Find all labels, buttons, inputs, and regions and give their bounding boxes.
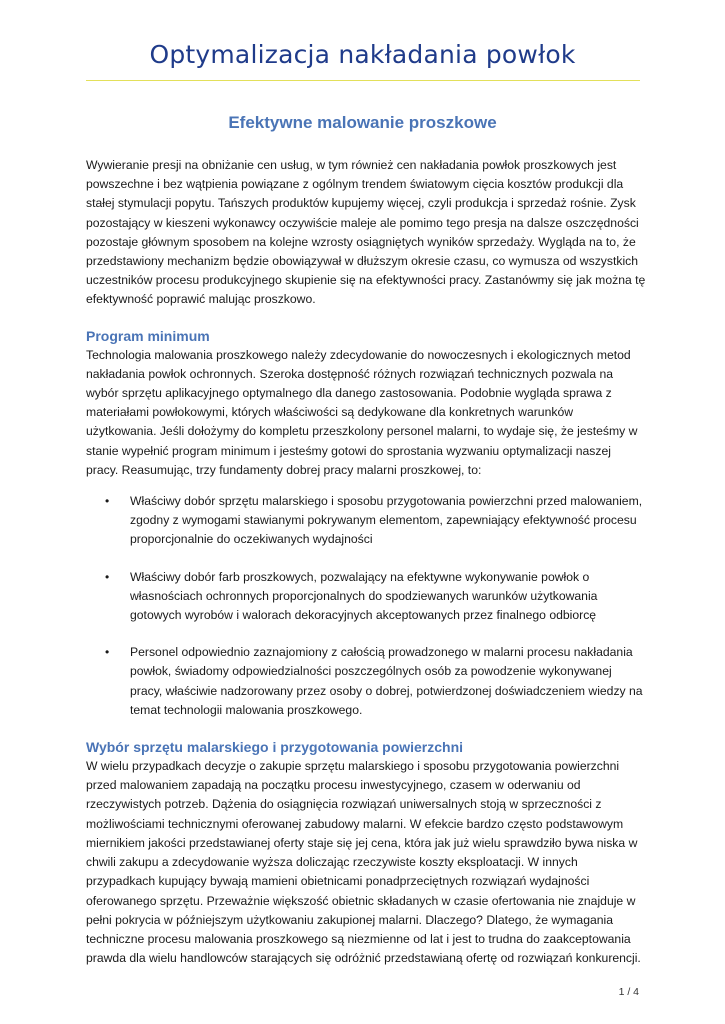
list-item — [86, 492, 646, 550]
title-underline — [86, 80, 640, 81]
list-item-text: Właściwy dobór sprzętu malarskiego i sposobu przygotowania powierzchni przed malowaniem, zgodny z wymogami stawianymi pokrywanym elementom, zapewniający efektywność procesu proporcjonalnie do oczekiwanych wydajności — [130, 494, 643, 547]
list-item-text: Właściwy dobór farb proszkowych, pozwalający na efektywne wykonywanie powłok o własnościach ochronnych proporcjonalnych do spodziewanych warunków użytkowania gotowych wyrobów i walorach dekoracyjnych akceptowanych przez finalnego odbiorcę — [130, 569, 598, 623]
page-number: 1 / 4 — [618, 986, 639, 998]
list-item — [86, 568, 646, 626]
document-body — [86, 156, 646, 968]
section-heading-program-minimum: Program minimum — [86, 327, 210, 344]
section-heading-equipment-selection: Wybór sprzętu malarskiego i przygotowania powierzchni — [86, 739, 464, 756]
bullet-icon: • — [105, 569, 110, 584]
list-item-text: Personel odpowiednio zaznajomiony z całością prowadzonego w malarni procesu nakładania powłok, świadomy odpowiedzialności poszczególnych osób za powodzenie wykonywanej pracy, właściwie nadzorowany przez osoby o dobrej, potwierdzonej doświadczeniem wiedzy na temat technologii malowania proszkowego. — [130, 645, 643, 717]
section-equipment-selection-paragraph: W wielu przypadkach decyzje o zakupie sprzętu malarskiego i sposobu przygotowania powierzchni przed malowaniem zapadają na początku procesu inwestycyjnego, czasem w oderwaniu od rzeczywistych potrzeb. Dążenia do osiągnięcia rozwiązań uniwersalnych stoją w sprzeczności z możliwościami technicznymi oferowanej zabudowy malarni. W efekcie bardzo często podstawowym miernikiem jakości przedstawianej oferty staje się jej cena, która jak już wielu sprawdziło bywa niska w chwili zakupu a zdecydowanie wyższa doliczając rzeczywiste koszty eksploatacji. W innych przypadkach kupujący bywają mamieni obietnicami ponadprzeciętnych rozwiązań wydajności oferowanego sprzętu. Przeważnie większość obietnic składanych w czasie ofertowania nie znajduje w pełni pokrycia w późniejszym użytkowaniu zakupionej malarni. Dlaczego? Dlatego, że wymagania techniczne procesu malowania proszkowego są niezmienne od lat i jest to trudna do zaakceptowania prawda dla wielu handlowców starających się odróżnić przedstawianą ofertę od rozwiązań konkurencji. — [86, 759, 641, 966]
document-subtitle: Efektywne malowanie proszkowe — [228, 113, 497, 132]
bullet-icon: • — [105, 645, 110, 660]
section-program-minimum-paragraph: Technologia malowania proszkowego należy zdecydowanie do nowoczesnych i ekologicznych metod nakładania powłok ochronnych. Szeroka dostępność różnych rozwiązań technicznych pozwala na wybór sprzętu aplikacyjnego optymalnego dla danego zastosowania. Podobnie wygląda sprawa z materiałami powłokowymi, których właściwości są dedykowane dla konkretnych warunków użytkowania. Jeśli dołożymy do kompletu przeszkolony personel malarni, to wydaje się, że jesteśmy w stanie wypełnić program minimum i jesteśmy gotowi do sprostania wyzwaniu optymalizacji naszej pracy. Reasumując, trzy fundamenty dobrej pracy malarni proszkowej, to: — [86, 347, 638, 477]
fundamentals-list — [86, 492, 646, 720]
document-title: Optymalizacja nakładania powłok — [149, 40, 576, 69]
intro-paragraph: Wywieranie presji na obniżanie cen usług, w tym również cen nakładania powłok proszkowych jest powszechne i bez wątpienia powiązane z ogólnym trendem światowym cięcia kosztów produkcji dla stałej stymulacji popytu. Tańszych produktów kupujemy więcej, czyli produkcja i sprzedaż rośnie. Zysk pozostający w kieszeni wykonawcy oczywiście maleje ale pomimo tego presja na dalsze oszczędności pozostaje głównym sposobem na kolejne wzrosty osiągniętych wyników sprzedaży. Wygląda na to, że przedstawiony mechanizm będzie obowiązywał w dłuższym okresie czasu, co wymusza od wszystkich uczestników procesu produkcyjnego skupienie się na efektywności pracy. Zastanówmy się jak można tę efektywność poprawić malując proszkowo. — [86, 158, 646, 307]
bullet-icon: • — [105, 494, 110, 509]
list-item — [86, 643, 646, 720]
